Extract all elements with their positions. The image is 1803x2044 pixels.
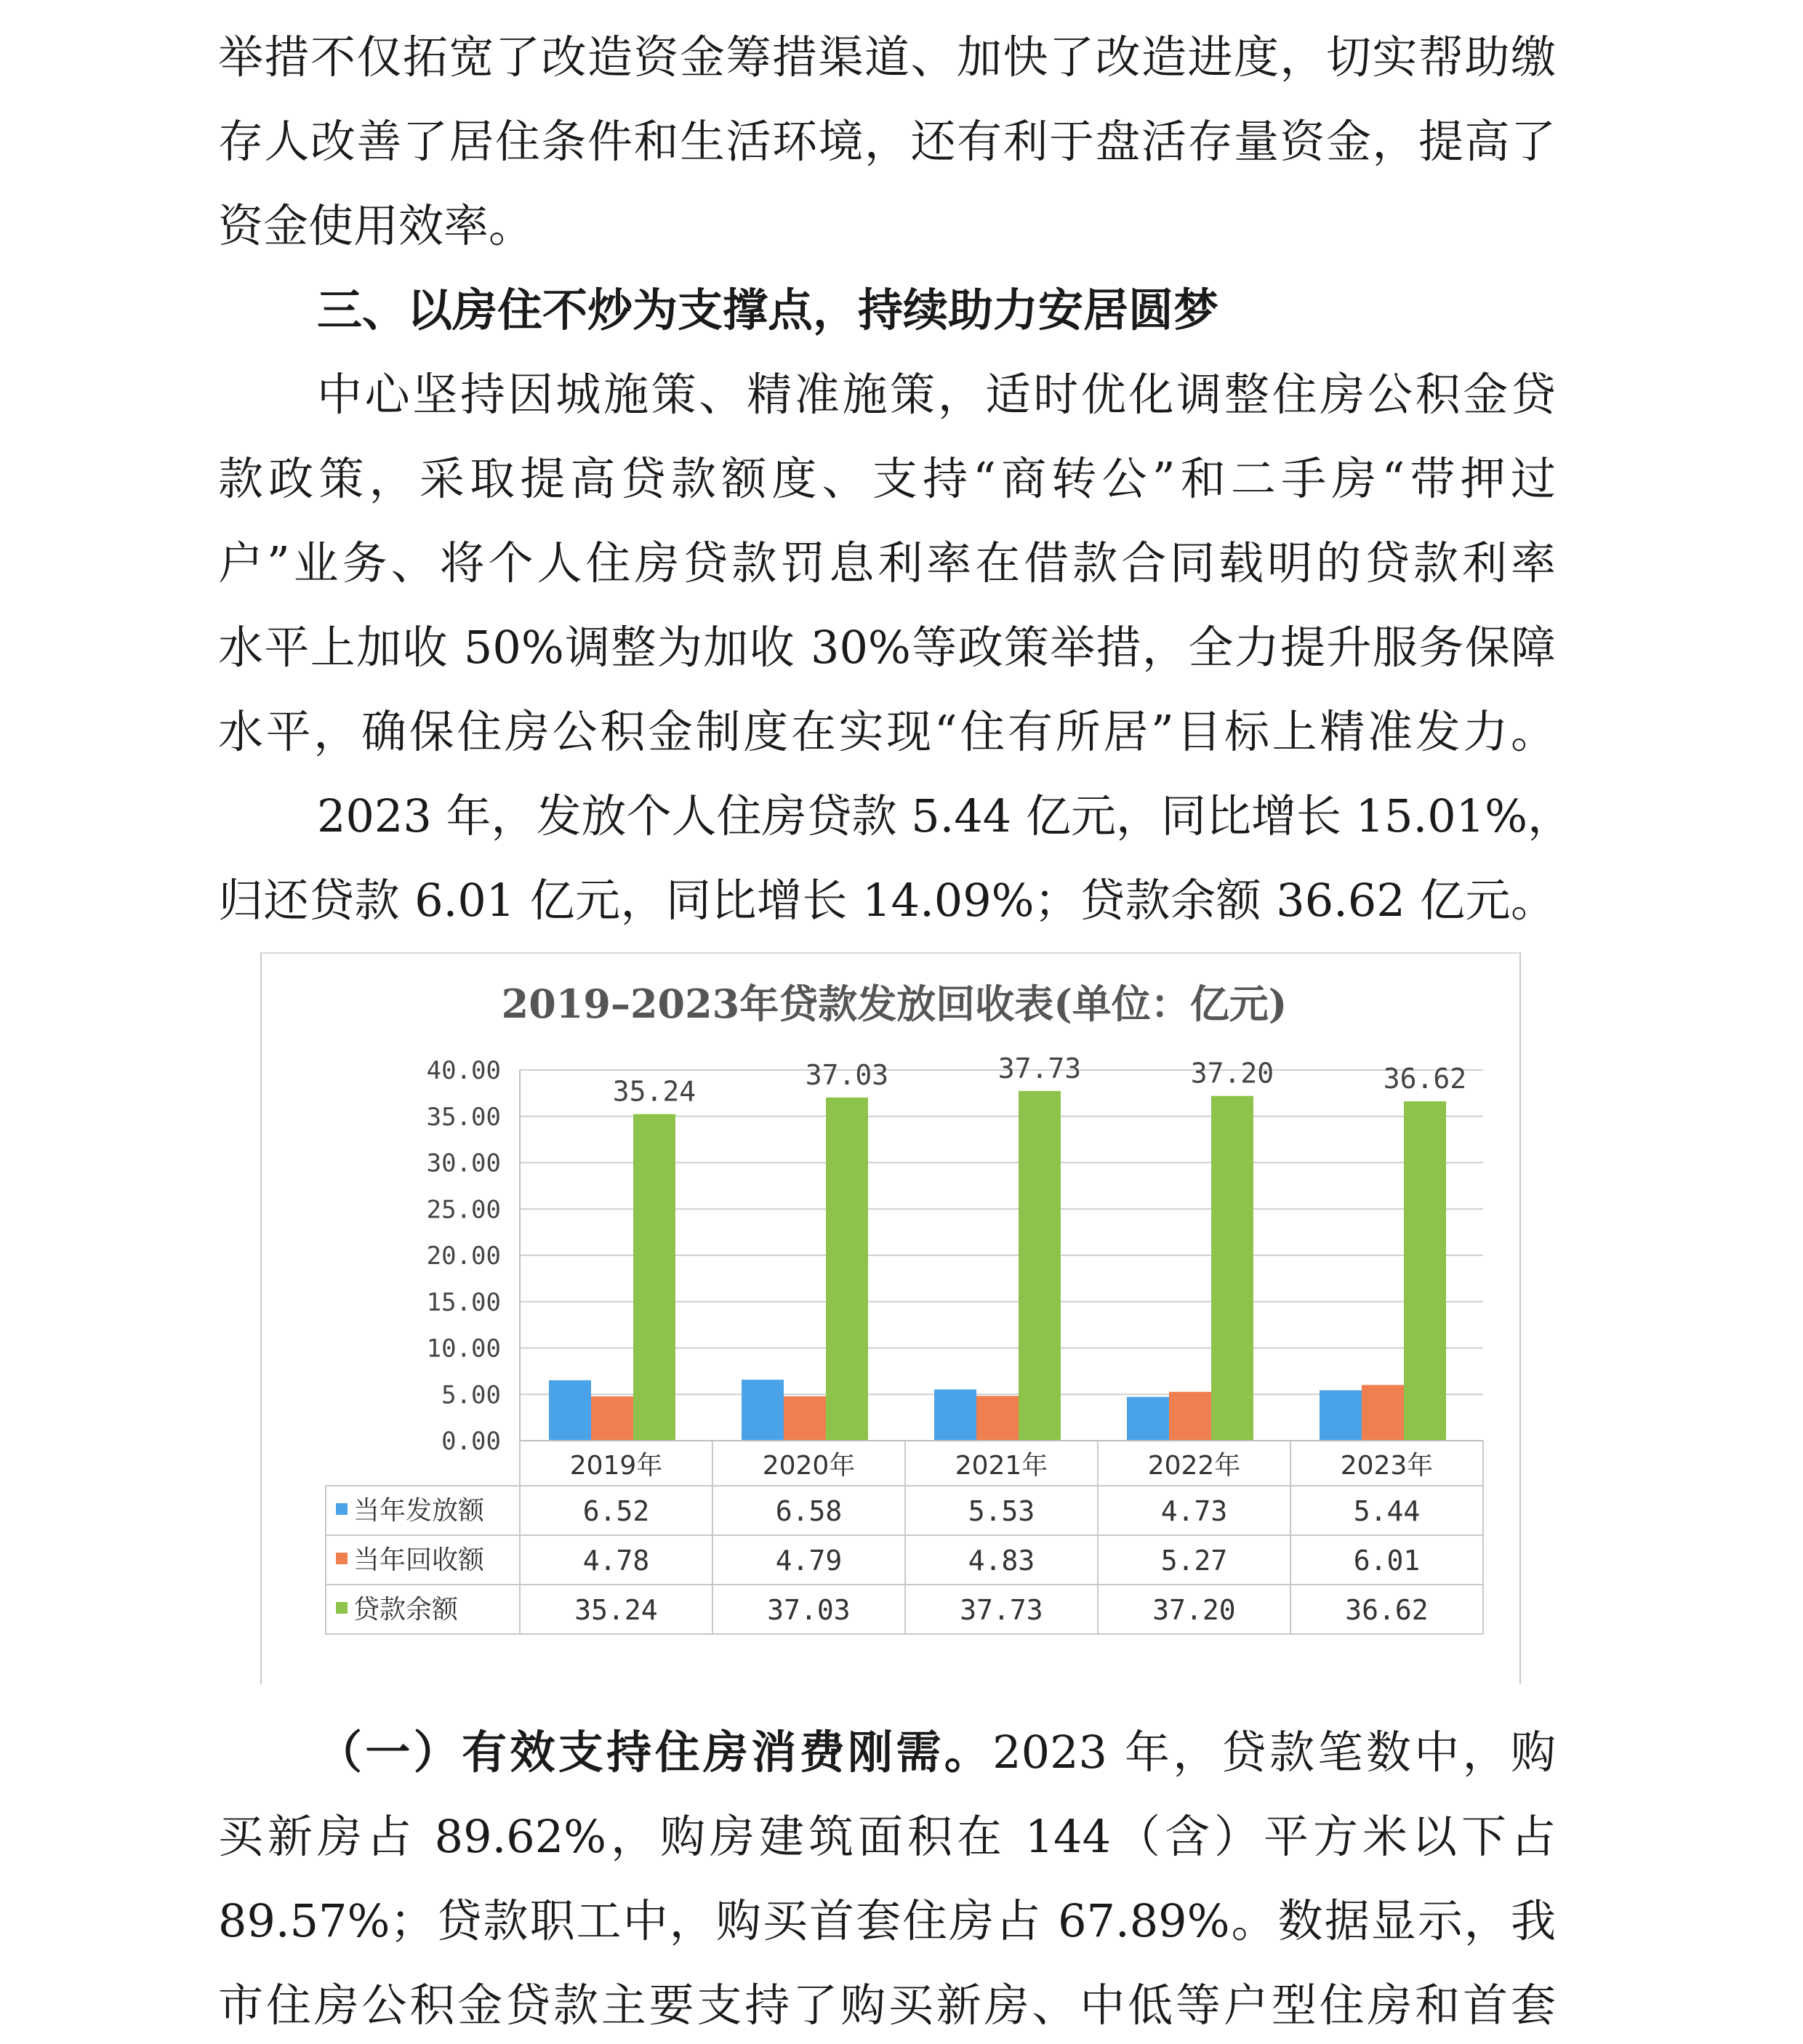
paragraph-4-lead: （一）有效支持住房消费刚需。: [317, 1726, 993, 1779]
table-cell: 4.83: [968, 1545, 1035, 1577]
table-cell: 5.27: [1160, 1545, 1228, 1577]
table-cell: 36.62: [1345, 1594, 1429, 1626]
paragraph-2-line-2: 款政策，采取提高贷款额度、支持“商转公”和二手房“带押过: [218, 452, 1556, 505]
bar-当年回收额-2023年: [1362, 1385, 1404, 1441]
paragraph-2-line-3: 户”业务、将个人住房贷款罚息利率在借款合同载明的贷款利率: [218, 536, 1556, 590]
category-label: 2019年: [569, 1451, 663, 1481]
category-label: 2023年: [1340, 1451, 1434, 1481]
table-cell: 35.24: [574, 1594, 658, 1626]
bar-当年发放额-2020年: [742, 1380, 784, 1441]
loan-chart-svg: [262, 954, 1519, 1684]
bar-贷款余额-2022年: [1211, 1096, 1253, 1441]
paragraph-4-line-4: 市住房公积金贷款主要支持了购买新房、中低等户型住房和首套: [218, 1979, 1556, 2032]
paragraph-4-line-2: 买新房占 89.62%，购房建筑面积在 144（含）平方米以下占: [218, 1810, 1556, 1863]
legend-swatch-当年发放额: [336, 1503, 348, 1515]
table-cell: 5.44: [1353, 1495, 1421, 1527]
table-cell: 4.73: [1160, 1495, 1228, 1527]
table-cell: 37.03: [767, 1594, 851, 1626]
category-label: 2020年: [762, 1451, 856, 1481]
loan-chart: [260, 952, 1521, 1684]
paragraph-4-line-1-text: 2023 年，贷款笔数中，购: [992, 1726, 1556, 1779]
table-cell: 6.52: [582, 1495, 650, 1527]
legend-swatch-当年回收额: [336, 1553, 348, 1564]
legend-label: 当年回收额: [353, 1545, 485, 1575]
paragraph-1-line-1: 举措不仅拓宽了改造资金筹措渠道、加快了改造进度，切实帮助缴: [218, 31, 1556, 84]
paragraph-2-line-5: 水平，确保住房公积金制度在实现“住有所居”目标上精准发力。: [218, 705, 1556, 758]
paragraph-1-line-2: 存人改善了居住条件和生活环境，还有利于盘活存量资金，提高了: [218, 115, 1556, 168]
bar-贷款余额-2019年: [633, 1114, 675, 1441]
bar-当年回收额-2021年: [976, 1396, 1019, 1441]
paragraph-2-line-1: 中心坚持因城施策、精准施策，适时优化调整住房公积金贷: [317, 368, 1556, 421]
bar-贷款余额-2020年: [826, 1098, 868, 1441]
bar-贷款余额-2023年: [1404, 1101, 1446, 1441]
paragraph-2-line-4: 水平上加收 50%调整为加收 30%等政策举措，全力提升服务保障: [218, 621, 1556, 674]
table-cell: 37.20: [1152, 1594, 1236, 1626]
chart-title: 2019–2023年贷款发放回收表(单位：亿元): [501, 981, 1288, 1027]
legend-label: 贷款余额: [353, 1595, 459, 1625]
data-label: 37.03: [805, 1058, 889, 1091]
y-tick-label: 0.00: [441, 1427, 501, 1456]
bar-当年发放额-2019年: [549, 1380, 591, 1441]
table-cell: 4.79: [775, 1545, 843, 1577]
data-label: 36.62: [1383, 1063, 1467, 1095]
y-tick-label: 30.00: [426, 1148, 501, 1178]
paragraph-4-line-1: [317, 1726, 1556, 1779]
bar-当年回收额-2022年: [1169, 1392, 1211, 1441]
paragraph-1-line-3: 资金使用效率。: [218, 199, 534, 252]
legend-swatch-贷款余额: [336, 1602, 348, 1614]
y-tick-label: 35.00: [426, 1102, 501, 1132]
y-tick-label: 5.00: [441, 1380, 501, 1410]
data-label: 37.20: [1190, 1057, 1274, 1090]
y-tick-label: 10.00: [426, 1334, 501, 1364]
category-label: 2021年: [955, 1451, 1048, 1481]
y-tick-label: 40.00: [426, 1056, 501, 1085]
section-heading: 三、以房住不炒为支撑点，持续助力安居圆梦: [317, 283, 1219, 337]
bar-当年发放额-2023年: [1320, 1391, 1362, 1441]
table-cell: 6.58: [775, 1495, 843, 1527]
table-cell: 6.01: [1353, 1545, 1421, 1577]
paragraph-3-line-1: 2023 年，发放个人住房贷款 5.44 亿元，同比增长 15.01%，: [317, 789, 1573, 842]
bar-当年回收额-2019年: [591, 1396, 633, 1441]
paragraph-4-line-3: 89.57%；贷款职工中，购买首套住房占 67.89%。数据显示，我: [218, 1894, 1556, 1947]
bar-当年发放额-2022年: [1127, 1397, 1169, 1441]
y-tick-label: 20.00: [426, 1242, 501, 1271]
bar-当年发放额-2021年: [934, 1389, 976, 1441]
data-label: 35.24: [612, 1075, 696, 1108]
y-tick-label: 15.00: [426, 1287, 501, 1317]
bar-当年回收额-2020年: [784, 1396, 826, 1441]
paragraph-3-line-2: 归还贷款 6.01 亿元，同比增长 14.09%；贷款余额 36.62 亿元。: [218, 874, 1556, 927]
table-cell: 37.73: [960, 1594, 1043, 1626]
data-label: 37.73: [997, 1052, 1082, 1085]
category-label: 2022年: [1147, 1451, 1241, 1481]
table-cell: 5.53: [968, 1495, 1035, 1527]
legend-label: 当年发放额: [353, 1496, 485, 1526]
y-tick-label: 25.00: [426, 1195, 501, 1225]
table-cell: 4.78: [582, 1545, 650, 1577]
bar-贷款余额-2021年: [1019, 1091, 1061, 1441]
